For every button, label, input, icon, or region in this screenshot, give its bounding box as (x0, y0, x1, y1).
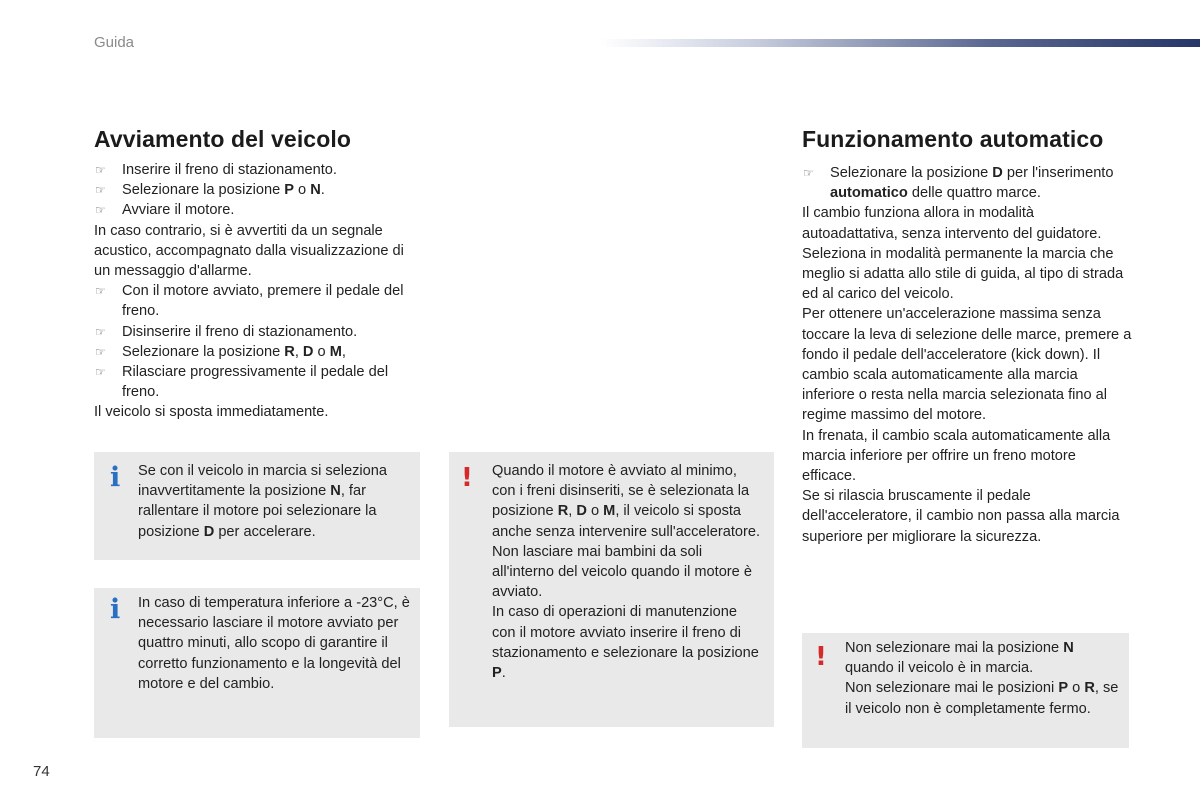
bullet-item: ☞ Con il motore avviato, premere il pedale del freno. (94, 281, 416, 321)
page-number: 74 (33, 763, 50, 780)
bullet-item: ☞ Disinserire il freno di stazionamento. (94, 322, 416, 342)
bullet-item: ☞ Selezionare la posizione P o N. (94, 180, 416, 200)
paragraph: Se si rilascia bruscamente il pedale dell'acceleratore, il cambio non passa alla marcia superiore per migliorare la sicurezza. (802, 488, 1120, 545)
paragraph: In caso contrario, si è avvertiti da un segnale acustico, accompagnato dalla visualizzazione di un messaggio d'allarme. (94, 222, 404, 280)
info-note-text: Se con il veicolo in marcia si seleziona inavvertitamente la posizione N, far rallentare il motore poi selezionare la posizione D per accelerare. (138, 463, 388, 540)
info-note-box (94, 588, 420, 738)
left-section-title: Avviamento del veicolo (94, 126, 351, 152)
warning-icon: ! (461, 463, 473, 493)
warning-note-text (845, 638, 1123, 719)
info-note-box (94, 452, 420, 560)
paragraph: Non selezionare mai la posizione N quando il veicolo è in marcia. (845, 640, 1074, 677)
paragraph: Per ottenere un'accelerazione massima senza toccare la leva di selezione delle marce, premere a fondo il pedale dell'acceleratore (kick down). Il cambio scala automaticamente alla marcia inferiore o resta nella marcia selezionata fino al regime massimo del motore. (802, 306, 1132, 424)
right-section-title: Funzionamento automatico (802, 126, 1104, 152)
warning-note-text (492, 461, 764, 683)
paragraph: Non selezionare mai le posizioni P o R, se il veicolo non è completamente fermo. (845, 680, 1119, 717)
paragraph: Il cambio funziona allora in modalità autoadattativa, senza intervento del guidatore. (802, 205, 1102, 242)
info-icon: i (110, 462, 121, 493)
paragraph: Non lasciare mai bambini da soli all'interno del veicolo quando il motore è avviato. (492, 543, 752, 601)
bullet-item: ☞ Avviare il motore. (94, 200, 416, 220)
right-column-text (802, 163, 1132, 547)
warning-note-box (449, 452, 774, 727)
paragraph: Quando il motore è avviato al minimo, con i freni disinseriti, se è selezionata la posizione R, D o M, il veicolo si sposta anche senza intervenire sull'acceleratore. (492, 463, 761, 540)
left-column-text (94, 160, 416, 423)
paragraph: In caso di operazioni di manutenzione con il motore avviato inserire il freno di stazionamento e selezionare la posizione P. (492, 604, 759, 682)
bullet-item: ☞ Selezionare la posizione D per l'inserimento automatico delle quattro marce. (802, 163, 1132, 203)
bullet-item: ☞ Selezionare la posizione R, D o M, (94, 342, 416, 362)
warning-icon: ! (815, 642, 827, 672)
paragraph: Il veicolo si sposta immediatamente. (94, 404, 329, 421)
bullet-item: ☞ Inserire il freno di stazionamento. (94, 160, 416, 180)
info-note-text: In caso di temperatura inferiore a -23°C, è necessario lasciare il motore avviato per quattro minuti, allo scopo di garantire il corretto funzionamento e la longevità del motore e del cambio. (138, 595, 410, 692)
info-icon: i (110, 594, 121, 625)
header-gradient-bar (600, 39, 1200, 47)
paragraph: Seleziona in modalità permanente la marcia che meglio si adatta allo stile di guida, al tipo di strada ed al carico del veicolo. (802, 245, 1124, 303)
paragraph: In frenata, il cambio scala automaticamente alla marcia inferiore per offrire un freno motore efficace. (802, 427, 1111, 485)
bullet-item: ☞ Rilasciare progressivamente il pedale del freno. (94, 362, 416, 402)
section-header: Guida (94, 34, 135, 51)
warning-note-box (802, 633, 1129, 748)
